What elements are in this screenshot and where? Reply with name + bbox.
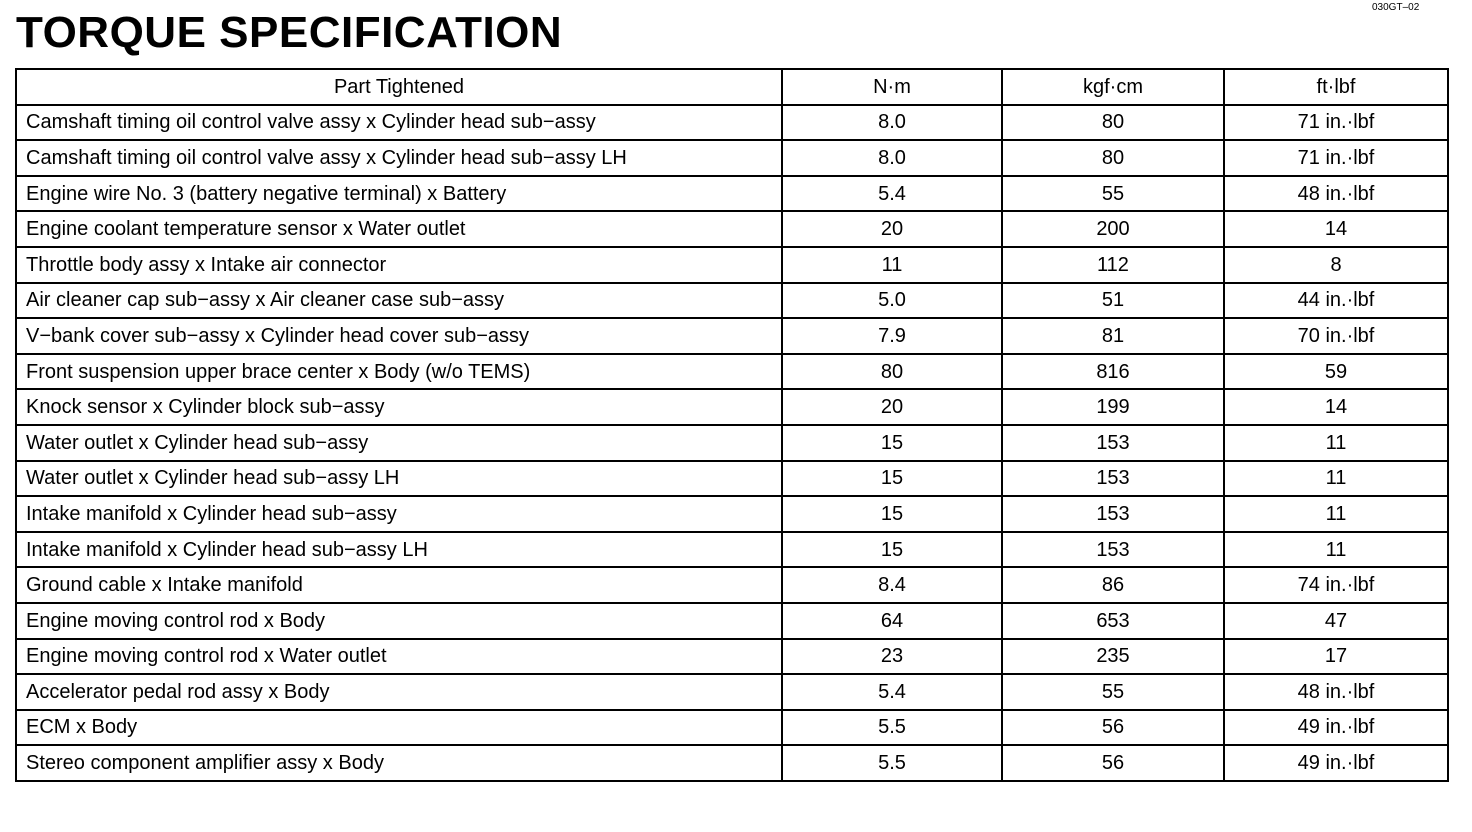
cell-ft-lbf: 47	[1224, 603, 1448, 639]
cell-ft-lbf: 14	[1224, 211, 1448, 247]
header-nm: N·m	[782, 69, 1002, 105]
table-row	[16, 425, 1448, 461]
cell-nm: 5.5	[782, 710, 1002, 746]
cell-ft-lbf: 8	[1224, 247, 1448, 283]
table-row	[16, 639, 1448, 675]
cell-nm: 15	[782, 425, 1002, 461]
cell-ft-lbf: 74 in.·lbf	[1224, 567, 1448, 603]
table-row	[16, 176, 1448, 212]
cell-nm: 5.0	[782, 283, 1002, 319]
cell-kgf-cm: 56	[1002, 710, 1224, 746]
cell-part: Engine wire No. 3 (battery negative terminal) x Battery	[16, 176, 782, 212]
table-row	[16, 105, 1448, 141]
cell-kgf-cm: 80	[1002, 105, 1224, 141]
cell-nm: 64	[782, 603, 1002, 639]
cell-nm: 20	[782, 389, 1002, 425]
cell-kgf-cm: 80	[1002, 140, 1224, 176]
table-row	[16, 674, 1448, 710]
cell-ft-lbf: 14	[1224, 389, 1448, 425]
table-row	[16, 461, 1448, 497]
table-row	[16, 567, 1448, 603]
table-row	[16, 354, 1448, 390]
header-part-tightened: Part Tightened	[16, 69, 782, 105]
cell-kgf-cm: 200	[1002, 211, 1224, 247]
cell-kgf-cm: 86	[1002, 567, 1224, 603]
document-code: 030GT–02	[1372, 2, 1420, 13]
page-title: TORQUE SPECIFICATION	[16, 8, 563, 57]
cell-kgf-cm: 153	[1002, 496, 1224, 532]
cell-part: Intake manifold x Cylinder head sub−assy LH	[16, 532, 782, 568]
cell-kgf-cm: 56	[1002, 745, 1224, 781]
cell-part: Knock sensor x Cylinder block sub−assy	[16, 389, 782, 425]
cell-kgf-cm: 112	[1002, 247, 1224, 283]
cell-part: Intake manifold x Cylinder head sub−assy	[16, 496, 782, 532]
table-row	[16, 710, 1448, 746]
cell-part: V−bank cover sub−assy x Cylinder head cover sub−assy	[16, 318, 782, 354]
table-row	[16, 389, 1448, 425]
cell-part: Engine moving control rod x Water outlet	[16, 639, 782, 675]
cell-part: Front suspension upper brace center x Body (w/o TEMS)	[16, 354, 782, 390]
cell-nm: 23	[782, 639, 1002, 675]
cell-kgf-cm: 51	[1002, 283, 1224, 319]
cell-ft-lbf: 11	[1224, 496, 1448, 532]
cell-kgf-cm: 153	[1002, 532, 1224, 568]
cell-ft-lbf: 17	[1224, 639, 1448, 675]
table-row	[16, 318, 1448, 354]
cell-nm: 20	[782, 211, 1002, 247]
cell-part: Water outlet x Cylinder head sub−assy	[16, 425, 782, 461]
header-kgf-cm: kgf·cm	[1002, 69, 1224, 105]
table-row	[16, 745, 1448, 781]
table-row	[16, 603, 1448, 639]
cell-ft-lbf: 70 in.·lbf	[1224, 318, 1448, 354]
cell-kgf-cm: 199	[1002, 389, 1224, 425]
cell-nm: 7.9	[782, 318, 1002, 354]
cell-nm: 8.0	[782, 140, 1002, 176]
table-row	[16, 496, 1448, 532]
cell-kgf-cm: 153	[1002, 425, 1224, 461]
table-row	[16, 247, 1448, 283]
cell-part: Throttle body assy x Intake air connector	[16, 247, 782, 283]
cell-part: Camshaft timing oil control valve assy x Cylinder head sub−assy	[16, 105, 782, 141]
cell-ft-lbf: 71 in.·lbf	[1224, 140, 1448, 176]
cell-part: Camshaft timing oil control valve assy x Cylinder head sub−assy LH	[16, 140, 782, 176]
cell-kgf-cm: 653	[1002, 603, 1224, 639]
cell-nm: 11	[782, 247, 1002, 283]
cell-part: Air cleaner cap sub−assy x Air cleaner case sub−assy	[16, 283, 782, 319]
table-row	[16, 283, 1448, 319]
cell-ft-lbf: 71 in.·lbf	[1224, 105, 1448, 141]
cell-nm: 80	[782, 354, 1002, 390]
cell-nm: 5.4	[782, 176, 1002, 212]
cell-part: Ground cable x Intake manifold	[16, 567, 782, 603]
cell-ft-lbf: 48 in.·lbf	[1224, 674, 1448, 710]
cell-kgf-cm: 816	[1002, 354, 1224, 390]
table-row	[16, 532, 1448, 568]
cell-kgf-cm: 55	[1002, 176, 1224, 212]
cell-part: Stereo component amplifier assy x Body	[16, 745, 782, 781]
cell-part: Engine coolant temperature sensor x Water outlet	[16, 211, 782, 247]
table-header-row	[16, 69, 1448, 105]
cell-ft-lbf: 44 in.·lbf	[1224, 283, 1448, 319]
cell-nm: 5.4	[782, 674, 1002, 710]
table-row	[16, 140, 1448, 176]
cell-nm: 15	[782, 532, 1002, 568]
cell-nm: 8.4	[782, 567, 1002, 603]
cell-ft-lbf: 11	[1224, 532, 1448, 568]
cell-ft-lbf: 11	[1224, 425, 1448, 461]
cell-kgf-cm: 235	[1002, 639, 1224, 675]
cell-ft-lbf: 49 in.·lbf	[1224, 745, 1448, 781]
cell-kgf-cm: 55	[1002, 674, 1224, 710]
cell-nm: 5.5	[782, 745, 1002, 781]
table-row	[16, 211, 1448, 247]
cell-ft-lbf: 59	[1224, 354, 1448, 390]
cell-ft-lbf: 49 in.·lbf	[1224, 710, 1448, 746]
cell-kgf-cm: 81	[1002, 318, 1224, 354]
cell-part: Accelerator pedal rod assy x Body	[16, 674, 782, 710]
cell-part: Engine moving control rod x Body	[16, 603, 782, 639]
cell-nm: 15	[782, 461, 1002, 497]
cell-nm: 15	[782, 496, 1002, 532]
torque-table	[15, 68, 1449, 782]
cell-ft-lbf: 48 in.·lbf	[1224, 176, 1448, 212]
header-ft-lbf: ft·lbf	[1224, 69, 1448, 105]
cell-part: Water outlet x Cylinder head sub−assy LH	[16, 461, 782, 497]
cell-kgf-cm: 153	[1002, 461, 1224, 497]
cell-part: ECM x Body	[16, 710, 782, 746]
cell-nm: 8.0	[782, 105, 1002, 141]
cell-ft-lbf: 11	[1224, 461, 1448, 497]
